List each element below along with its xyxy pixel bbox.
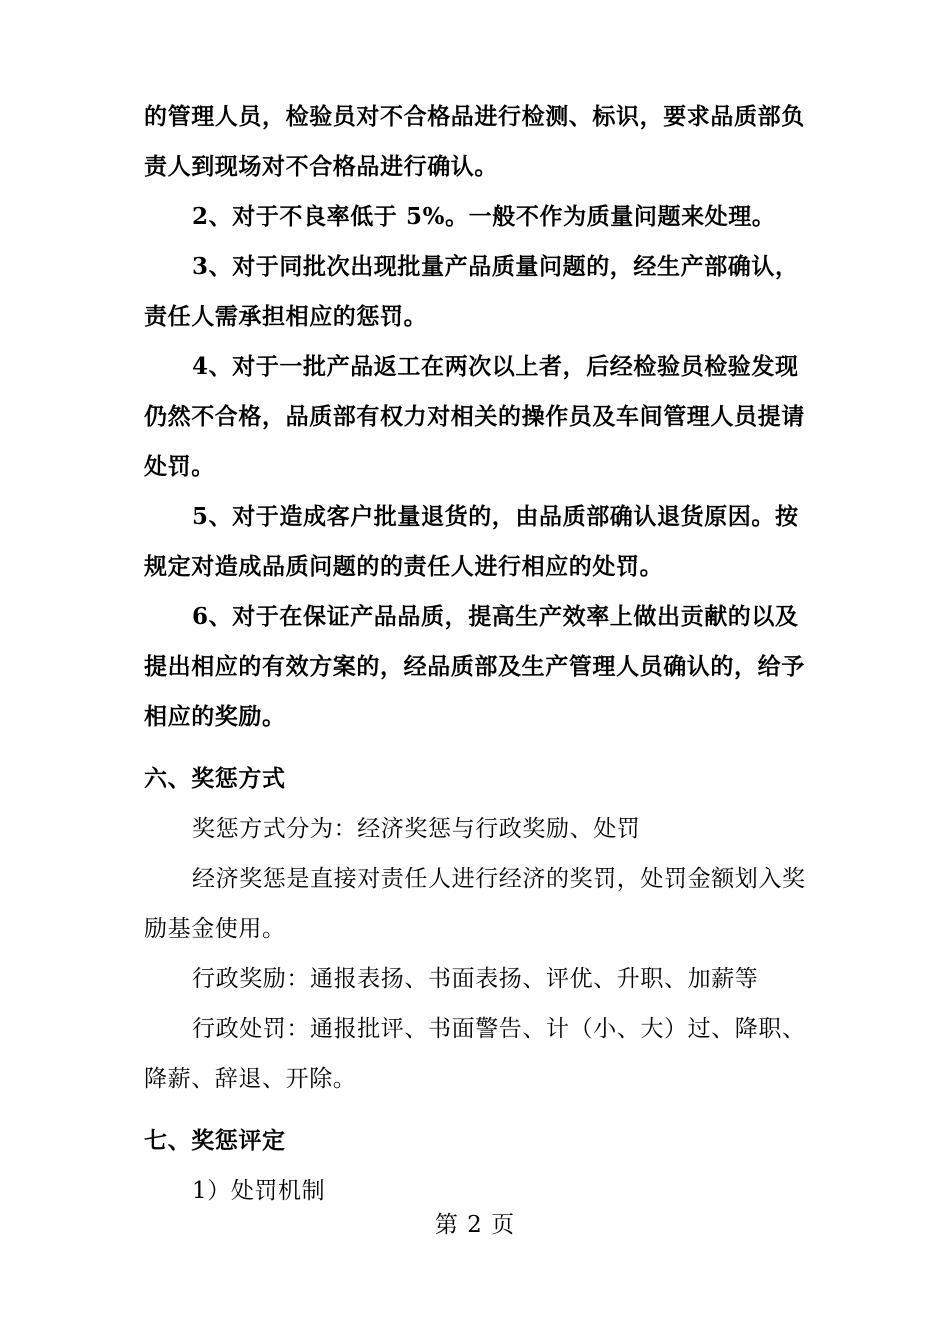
item-3: 3、对于同批次出现批量产品质量问题的，经生产部确认， (192, 253, 799, 280)
section6-line: 降薪、辞退、开除。 (144, 1066, 357, 1092)
item-5: 5、对于造成客户批量退货的，由品质部确认退货原因。按 (192, 503, 799, 530)
item-6: 6、对于在保证产品品质，提高生产效率上做出贡献的以及 (192, 603, 799, 630)
document-body (144, 92, 808, 1216)
section6-line: 奖惩方式分为：经济奖惩与行政奖励、处罚 (192, 816, 641, 842)
item-2: 2、对于不良率低于 5%。一般不作为质量问题来处理。 (192, 203, 776, 230)
item-4-cont: 仍然不合格，品质部有权力对相关的操作员及车间管理人员提请 (144, 403, 805, 430)
section6-line: 行政奖励：通报表扬、书面表扬、评优、升职、加薪等 (192, 966, 759, 992)
section6-line: 励基金使用。 (144, 916, 286, 942)
item-5-cont: 规定对造成品质问题的的责任人进行相应的处罚。 (144, 553, 664, 580)
section7-line: 1）处罚机制 (192, 1178, 326, 1204)
item-6-cont: 提出相应的有效方案的，经品质部及生产管理人员确认的，给予 (144, 653, 805, 680)
section6-line: 行政处罚：通报批评、书面警告、计（小、大）过、降职、 (192, 1016, 806, 1042)
section-heading-7: 七、奖惩评定 (144, 1127, 286, 1154)
section-heading-6: 六、奖惩方式 (144, 765, 286, 792)
section6-line: 经济奖惩是直接对责任人进行经济的奖罚，处罚金额划入奖 (192, 866, 806, 892)
page-number: 第 2 页 (434, 1212, 516, 1238)
item-3-cont: 责任人需承担相应的惩罚。 (144, 303, 428, 330)
item-6-cont: 相应的奖励。 (144, 703, 286, 730)
paragraph-line: 的管理人员，检验员对不合格品进行检测、标识，要求品质部负 (144, 103, 805, 130)
item-4-cont: 处罚。 (144, 453, 215, 480)
item-4: 4、对于一批产品返工在两次以上者，后经检验员检验发现 (192, 353, 799, 380)
paragraph-line: 责人到现场对不合格品进行确认。 (144, 153, 498, 180)
